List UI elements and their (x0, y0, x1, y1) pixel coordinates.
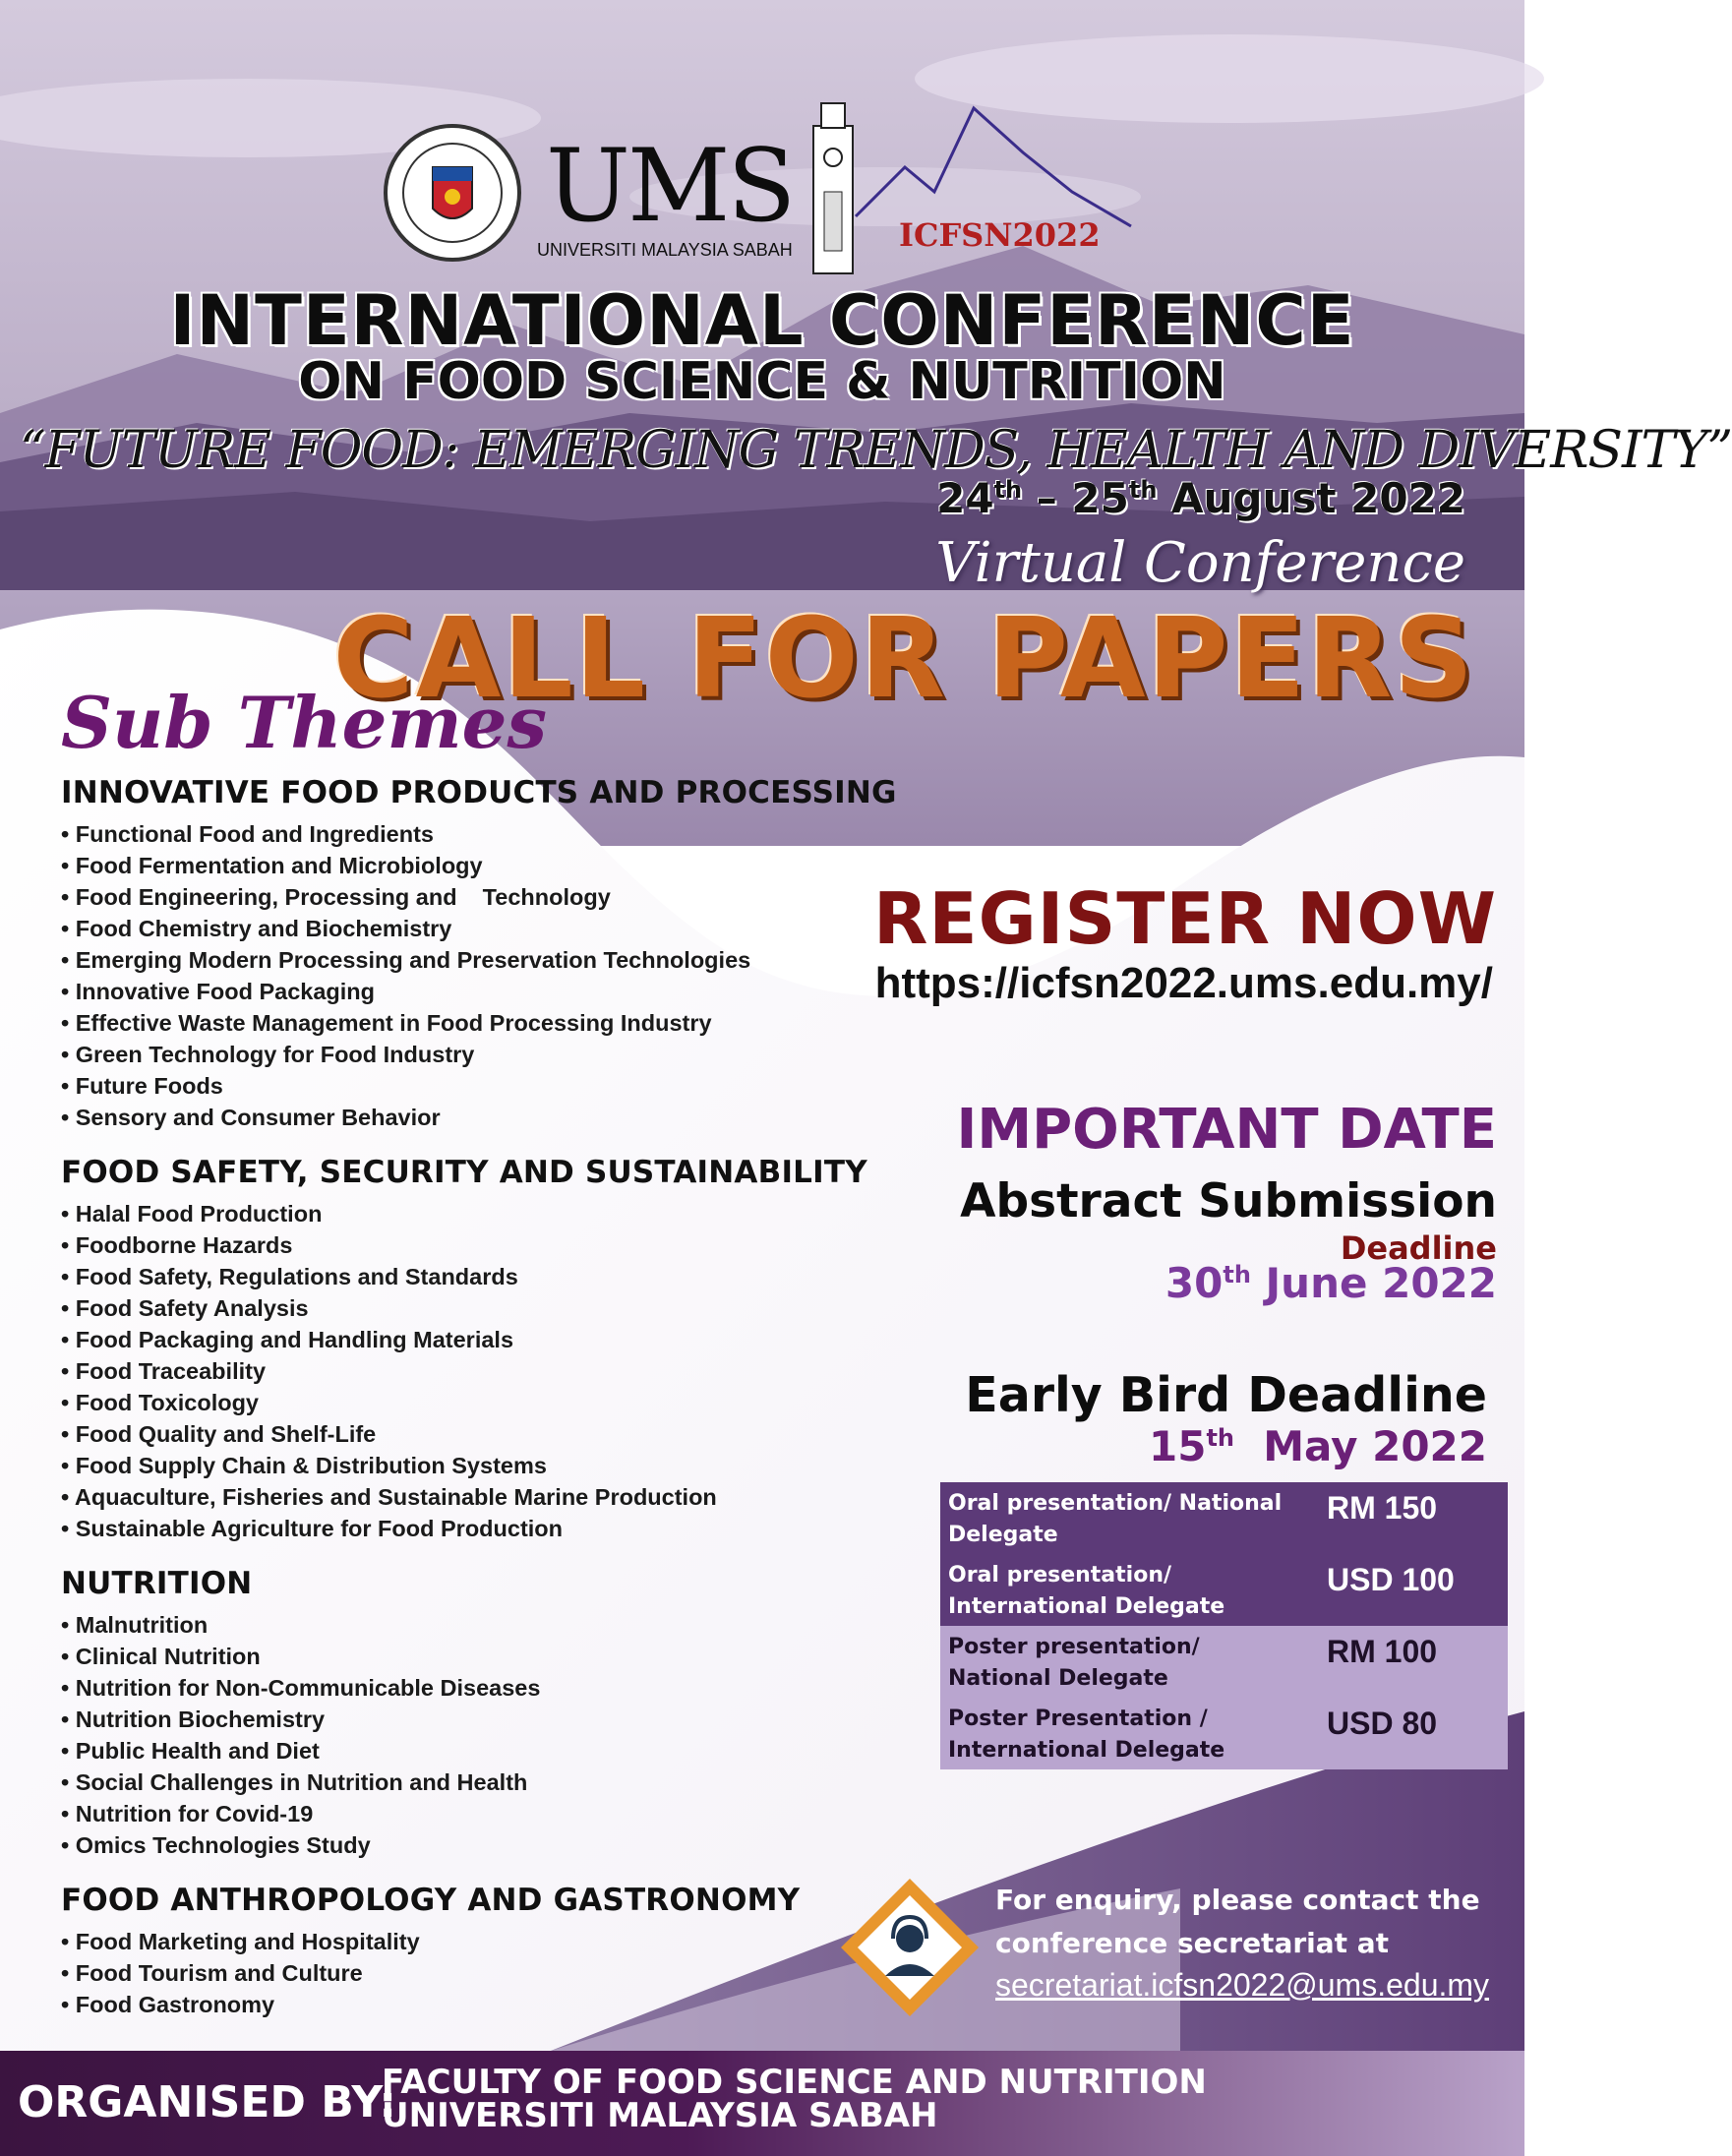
important-date-heading: IMPORTANT DATE (956, 1098, 1497, 1162)
list-item: • Nutrition for Covid-19 (61, 1801, 314, 1827)
title-line1: INTERNATIONAL CONFERENCE (169, 280, 1355, 361)
sub-themes-heading: Sub Themes (61, 681, 548, 764)
sub-themes-list (61, 775, 926, 2042)
fee-label: Oral presentation/ International Delegate (940, 1554, 1315, 1626)
theme-section-title: FOOD ANTHROPOLOGY AND GASTRONOMY (61, 1883, 801, 1918)
theme-section (61, 1883, 926, 2020)
theme-section-title: INNOVATIVE FOOD PRODUCTS AND PROCESSING (61, 775, 897, 810)
headset-support-icon (836, 1874, 984, 2021)
list-item: • Nutrition Biochemistry (61, 1707, 326, 1732)
list-item: • Green Technology for Food Industry (61, 1042, 475, 1067)
call-for-papers: CALL FOR PAPERS (332, 595, 1475, 723)
virtual-conference: Virtual Conference (935, 531, 1465, 595)
list-item: • Food Gastronomy (61, 1992, 275, 2017)
fee-label: Oral presentation/ National Delegate (940, 1482, 1315, 1554)
conference-dates: 24th – 25th August 2022 (936, 474, 1465, 522)
list-item: • Omics Technologies Study (61, 1832, 371, 1858)
list-item: • Emerging Modern Processing and Preservation Technologies (61, 947, 751, 973)
abstract-deadline-date: 30th June 2022 (1165, 1259, 1497, 1307)
mountain-outline-icon (856, 108, 1131, 226)
ums-seal-icon (386, 126, 519, 260)
theme-section (61, 1155, 926, 1544)
deadline-label: Deadline (1340, 1229, 1497, 1267)
list-item: • Food Toxicology (61, 1390, 260, 1415)
register-now[interactable]: REGISTER NOW (872, 877, 1497, 960)
list-item: • Food Marketing and Hospitality (61, 1929, 420, 1954)
theme-section (61, 1566, 926, 1861)
organiser-name (382, 2063, 1207, 2135)
list-item: • Sensory and Consumer Behavior (61, 1105, 441, 1130)
fee-table (940, 1482, 1508, 1769)
list-item: • Effective Waste Management in Food Processing Industry (61, 1010, 712, 1036)
list-item: • Food Traceability (61, 1358, 267, 1384)
abstract-submission: Abstract Submission (960, 1174, 1497, 1228)
organiser-line2: UNIVERSITI MALAYSIA SABAH (382, 2096, 938, 2135)
list-item: • Food Packaging and Handling Materials (61, 1327, 514, 1352)
organised-by-label: ORGANISED BY: (18, 2077, 396, 2127)
fee-value: RM 100 (1315, 1626, 1508, 1698)
list-item: • Food Supply Chain & Distribution Systems (61, 1453, 547, 1478)
ums-subtitle: UNIVERSITI MALAYSIA SABAH (537, 240, 793, 260)
list-item: • Foodborne Hazards (61, 1232, 293, 1258)
fee-value: RM 150 (1315, 1482, 1508, 1554)
organiser-line1: FACULTY OF FOOD SCIENCE AND NUTRITION (382, 2063, 1207, 2102)
list-item: • Nutrition for Non-Communicable Diseases (61, 1675, 541, 1701)
fee-value: USD 100 (1315, 1554, 1508, 1626)
conference-code: ICFSN2022 (899, 216, 1101, 254)
enquiry-text (995, 1879, 1480, 1965)
list-item: • Food Engineering, Processing and Technology (61, 884, 611, 910)
list-item: • Public Health and Diet (61, 1738, 320, 1764)
table-row (940, 1626, 1508, 1698)
list-item: • Social Challenges in Nutrition and Health (61, 1769, 528, 1795)
list-item: • Future Foods (61, 1073, 223, 1099)
list-item: • Innovative Food Packaging (61, 979, 376, 1004)
theme-section-title: FOOD SAFETY, SECURITY AND SUSTAINABILITY (61, 1155, 867, 1190)
list-item: • Aquaculture, Fisheries and Sustainable Marine Production (61, 1484, 717, 1510)
list-item: • Food Fermentation and Microbiology (61, 853, 483, 878)
register-url-link[interactable]: https://icfsn2022.ums.edu.my/ (874, 959, 1493, 1007)
list-item: • Sustainable Agriculture for Food Production (61, 1516, 564, 1541)
enquiry-line2: conference secretariat at (995, 1927, 1390, 1959)
list-item: • Food Chemistry and Biochemistry (61, 916, 452, 941)
table-row (940, 1698, 1508, 1769)
fee-value: USD 80 (1315, 1698, 1508, 1769)
title-line2: ON FOOD SCIENCE & NUTRITION (298, 352, 1226, 411)
clock-tower-icon (813, 103, 853, 273)
list-item: • Food Safety Analysis (61, 1295, 309, 1321)
list-item: • Food Quality and Shelf-Life (61, 1421, 377, 1447)
theme-section-title: NUTRITION (61, 1566, 253, 1601)
list-item: • Functional Food and Ingredients (61, 821, 434, 847)
secretariat-email-link[interactable]: secretariat.icfsn2022@ums.edu.my (995, 1967, 1490, 2003)
early-bird-date: 15th May 2022 (1149, 1422, 1487, 1470)
enquiry-line1: For enquiry, please contact the (995, 1884, 1480, 1916)
table-row (940, 1482, 1508, 1554)
ums-wordmark: UMS (546, 128, 794, 245)
fee-label: Poster Presentation / International Delegate (940, 1698, 1315, 1769)
list-item: • Food Safety, Regulations and Standards (61, 1264, 518, 1289)
list-item: • Food Tourism and Culture (61, 1960, 363, 1986)
early-bird-label: Early Bird Deadline (965, 1367, 1487, 1423)
table-row (940, 1554, 1508, 1626)
list-item: • Halal Food Production (61, 1201, 323, 1227)
slogan: “FUTURE FOOD: EMERGING TRENDS, HEALTH AND DIVERSITY” (20, 421, 1732, 480)
list-item: • Malnutrition (61, 1612, 209, 1638)
list-item: • Clinical Nutrition (61, 1644, 261, 1669)
theme-section (61, 775, 926, 1133)
fee-label: Poster presentation/ National Delegate (940, 1626, 1315, 1698)
